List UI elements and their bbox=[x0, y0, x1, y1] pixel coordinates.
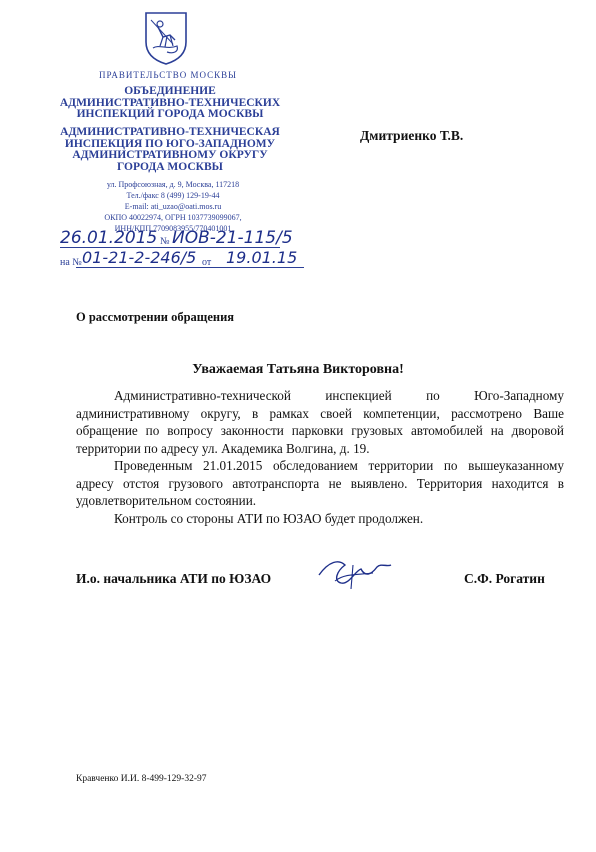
association-name bbox=[52, 86, 288, 121]
inspection-name bbox=[52, 127, 288, 173]
moscow-coat-of-arms-icon bbox=[143, 10, 189, 66]
email-line: E-mail: ati_uzao@oati.mos.ru bbox=[124, 202, 222, 211]
reference-from-label: от bbox=[202, 257, 212, 268]
inn-line: ИНН/КПП 7709083955/770401001 bbox=[114, 224, 232, 233]
reference-line bbox=[76, 267, 304, 268]
address-line: ул. Профсоюзная, д. 9, Москва, 117218 bbox=[106, 180, 240, 189]
reference-prefix: на № bbox=[60, 257, 82, 268]
okpo-line: ОКПО 40022974, ОГРН 1037739099067, bbox=[104, 213, 242, 222]
registration-date: 26.01.2015 bbox=[60, 228, 158, 248]
phone-line: Тел./факс 8 (499) 129-19-44 bbox=[126, 191, 220, 200]
reference-date: 19.01.15 bbox=[226, 248, 298, 267]
association-line: АДМИНИСТРАТИВНО-ТЕХНИЧЕСКИХ bbox=[59, 96, 281, 109]
association-line: ОБЪЕДИНЕНИЕ bbox=[124, 85, 216, 97]
body-paragraph: Административно-технической инспекцией по Юго-Западному административному округу, в рамках своей компетенции, рассмотрено Ваше обращение по вопросу законности парковки грузовых автомобилей на дворовой территории по адресу ул. Академика Волгина, д. 19. bbox=[76, 388, 564, 456]
reference-number: 01-21-2-246/5 bbox=[82, 248, 197, 267]
association-line: ИНСПЕКЦИЙ ГОРОДА МОСКВЫ bbox=[76, 108, 264, 120]
inspection-line: АДМИНИСТРАТИВНО-ТЕХНИЧЕСКАЯ bbox=[60, 126, 280, 138]
inspection-line: АДМИНИСТРАТИВНОМУ ОКРУГУ bbox=[72, 149, 268, 161]
inspection-line: ИНСПЕКЦИЯ ПО ЮГО-ЗАПАДНОМУ bbox=[64, 137, 276, 150]
registration-number: ИОВ-21-115/5 bbox=[172, 228, 293, 248]
inspection-line: ГОРОДА МОСКВЫ bbox=[117, 160, 223, 173]
body-paragraph: Проведенным 21.01.2015 обследованием территории по вышеуказанному адресу отстоя грузового автотранспорта не выявлено. Территория находится в удовлетворительном состоянии. bbox=[76, 458, 564, 508]
executor-contact: Кравченко И.И. 8-499-129-32-97 bbox=[76, 774, 207, 784]
registration-number-label: № bbox=[160, 236, 170, 247]
recipient-name: Дмитриенко Т.В. bbox=[360, 128, 464, 143]
signatory-name: С.Ф. Рогатин bbox=[464, 571, 545, 586]
body-paragraph: Контроль со стороны АТИ по ЮЗАО будет продолжен. bbox=[114, 510, 424, 526]
handwritten-signature bbox=[315, 553, 395, 593]
letter-body bbox=[76, 387, 564, 527]
signatory-position: И.о. начальника АТИ по ЮЗАО bbox=[76, 571, 272, 586]
government-title: ПРАВИТЕЛЬСТВО МОСКВЫ bbox=[98, 70, 237, 80]
organization-address bbox=[78, 179, 268, 234]
letter-subject: О рассмотрении обращения bbox=[76, 310, 235, 324]
letter-greeting: Уважаемая Татьяна Викторовна! bbox=[192, 362, 404, 377]
